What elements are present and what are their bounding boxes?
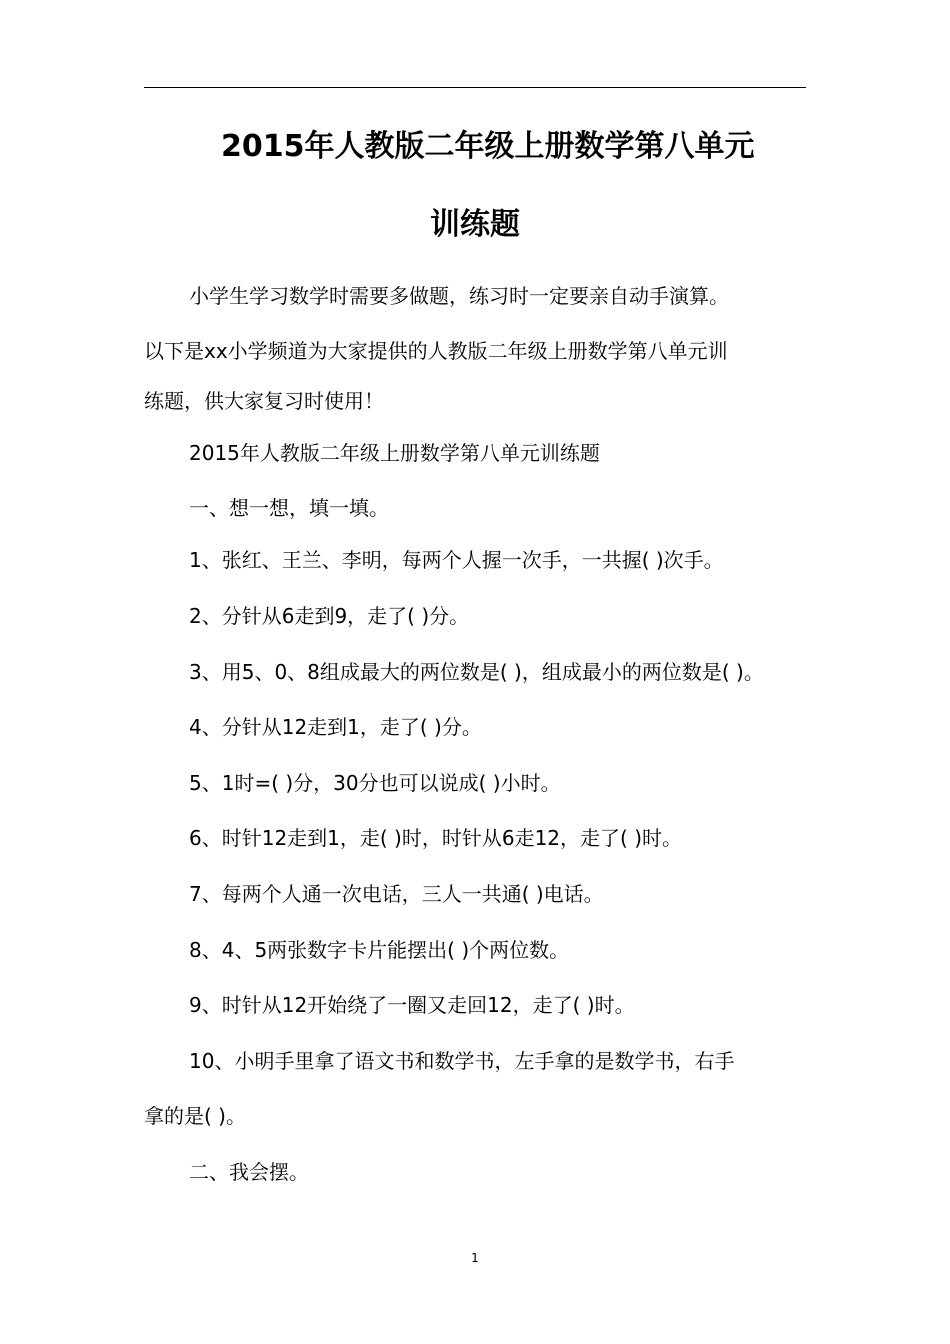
question-10-line-1: 10、小明手里拿了语文书和数学书，左手拿的是数学书，右手 (189, 1049, 735, 1073)
subtitle: 2015年人教版二年级上册数学第八单元训练题 (189, 441, 600, 465)
intro-line-3: 练题，供大家复习时使用！ (144, 389, 384, 413)
intro-line-2: 以下是xx小学频道为大家提供的人教版二年级上册数学第八单元训 (144, 339, 728, 363)
header-rule (144, 87, 806, 88)
intro-line-1: 小学生学习数学时需要多做题，练习时一定要亲自动手演算。 (189, 284, 729, 308)
section-2-heading: 二、我会摆。 (189, 1160, 309, 1184)
question-3: 3、用5、0、8组成最大的两位数是( )，组成最小的两位数是( )。 (189, 660, 764, 684)
question-8: 8、4、5两张数字卡片能摆出( )个两位数。 (189, 938, 570, 962)
question-7: 7、每两个人通一次电话，三人一共通( )电话。 (189, 882, 604, 906)
question-9: 9、时针从12开始绕了一圈又走回12，走了( )时。 (189, 993, 635, 1017)
section-1-heading: 一、想一想，填一填。 (189, 496, 389, 520)
question-1: 1、张红、王兰、李明，每两个人握一次手，一共握( )次手。 (189, 548, 724, 572)
question-4: 4、分针从12走到1，走了( )分。 (189, 715, 482, 739)
document-title-line-1: 2015年人教版二年级上册数学第八单元 (221, 129, 755, 164)
question-10-line-2: 拿的是( )。 (144, 1104, 246, 1128)
question-2: 2、分针从6走到9，走了( )分。 (189, 604, 470, 628)
document-title-line-2: 训练题 (430, 207, 520, 242)
page-number: 1 (471, 1251, 479, 1265)
question-6: 6、时针12走到1，走( )时，时针从6走12，走了( )时。 (189, 826, 682, 850)
question-5: 5、1时=( )分，30分也可以说成( )小时。 (189, 771, 561, 795)
